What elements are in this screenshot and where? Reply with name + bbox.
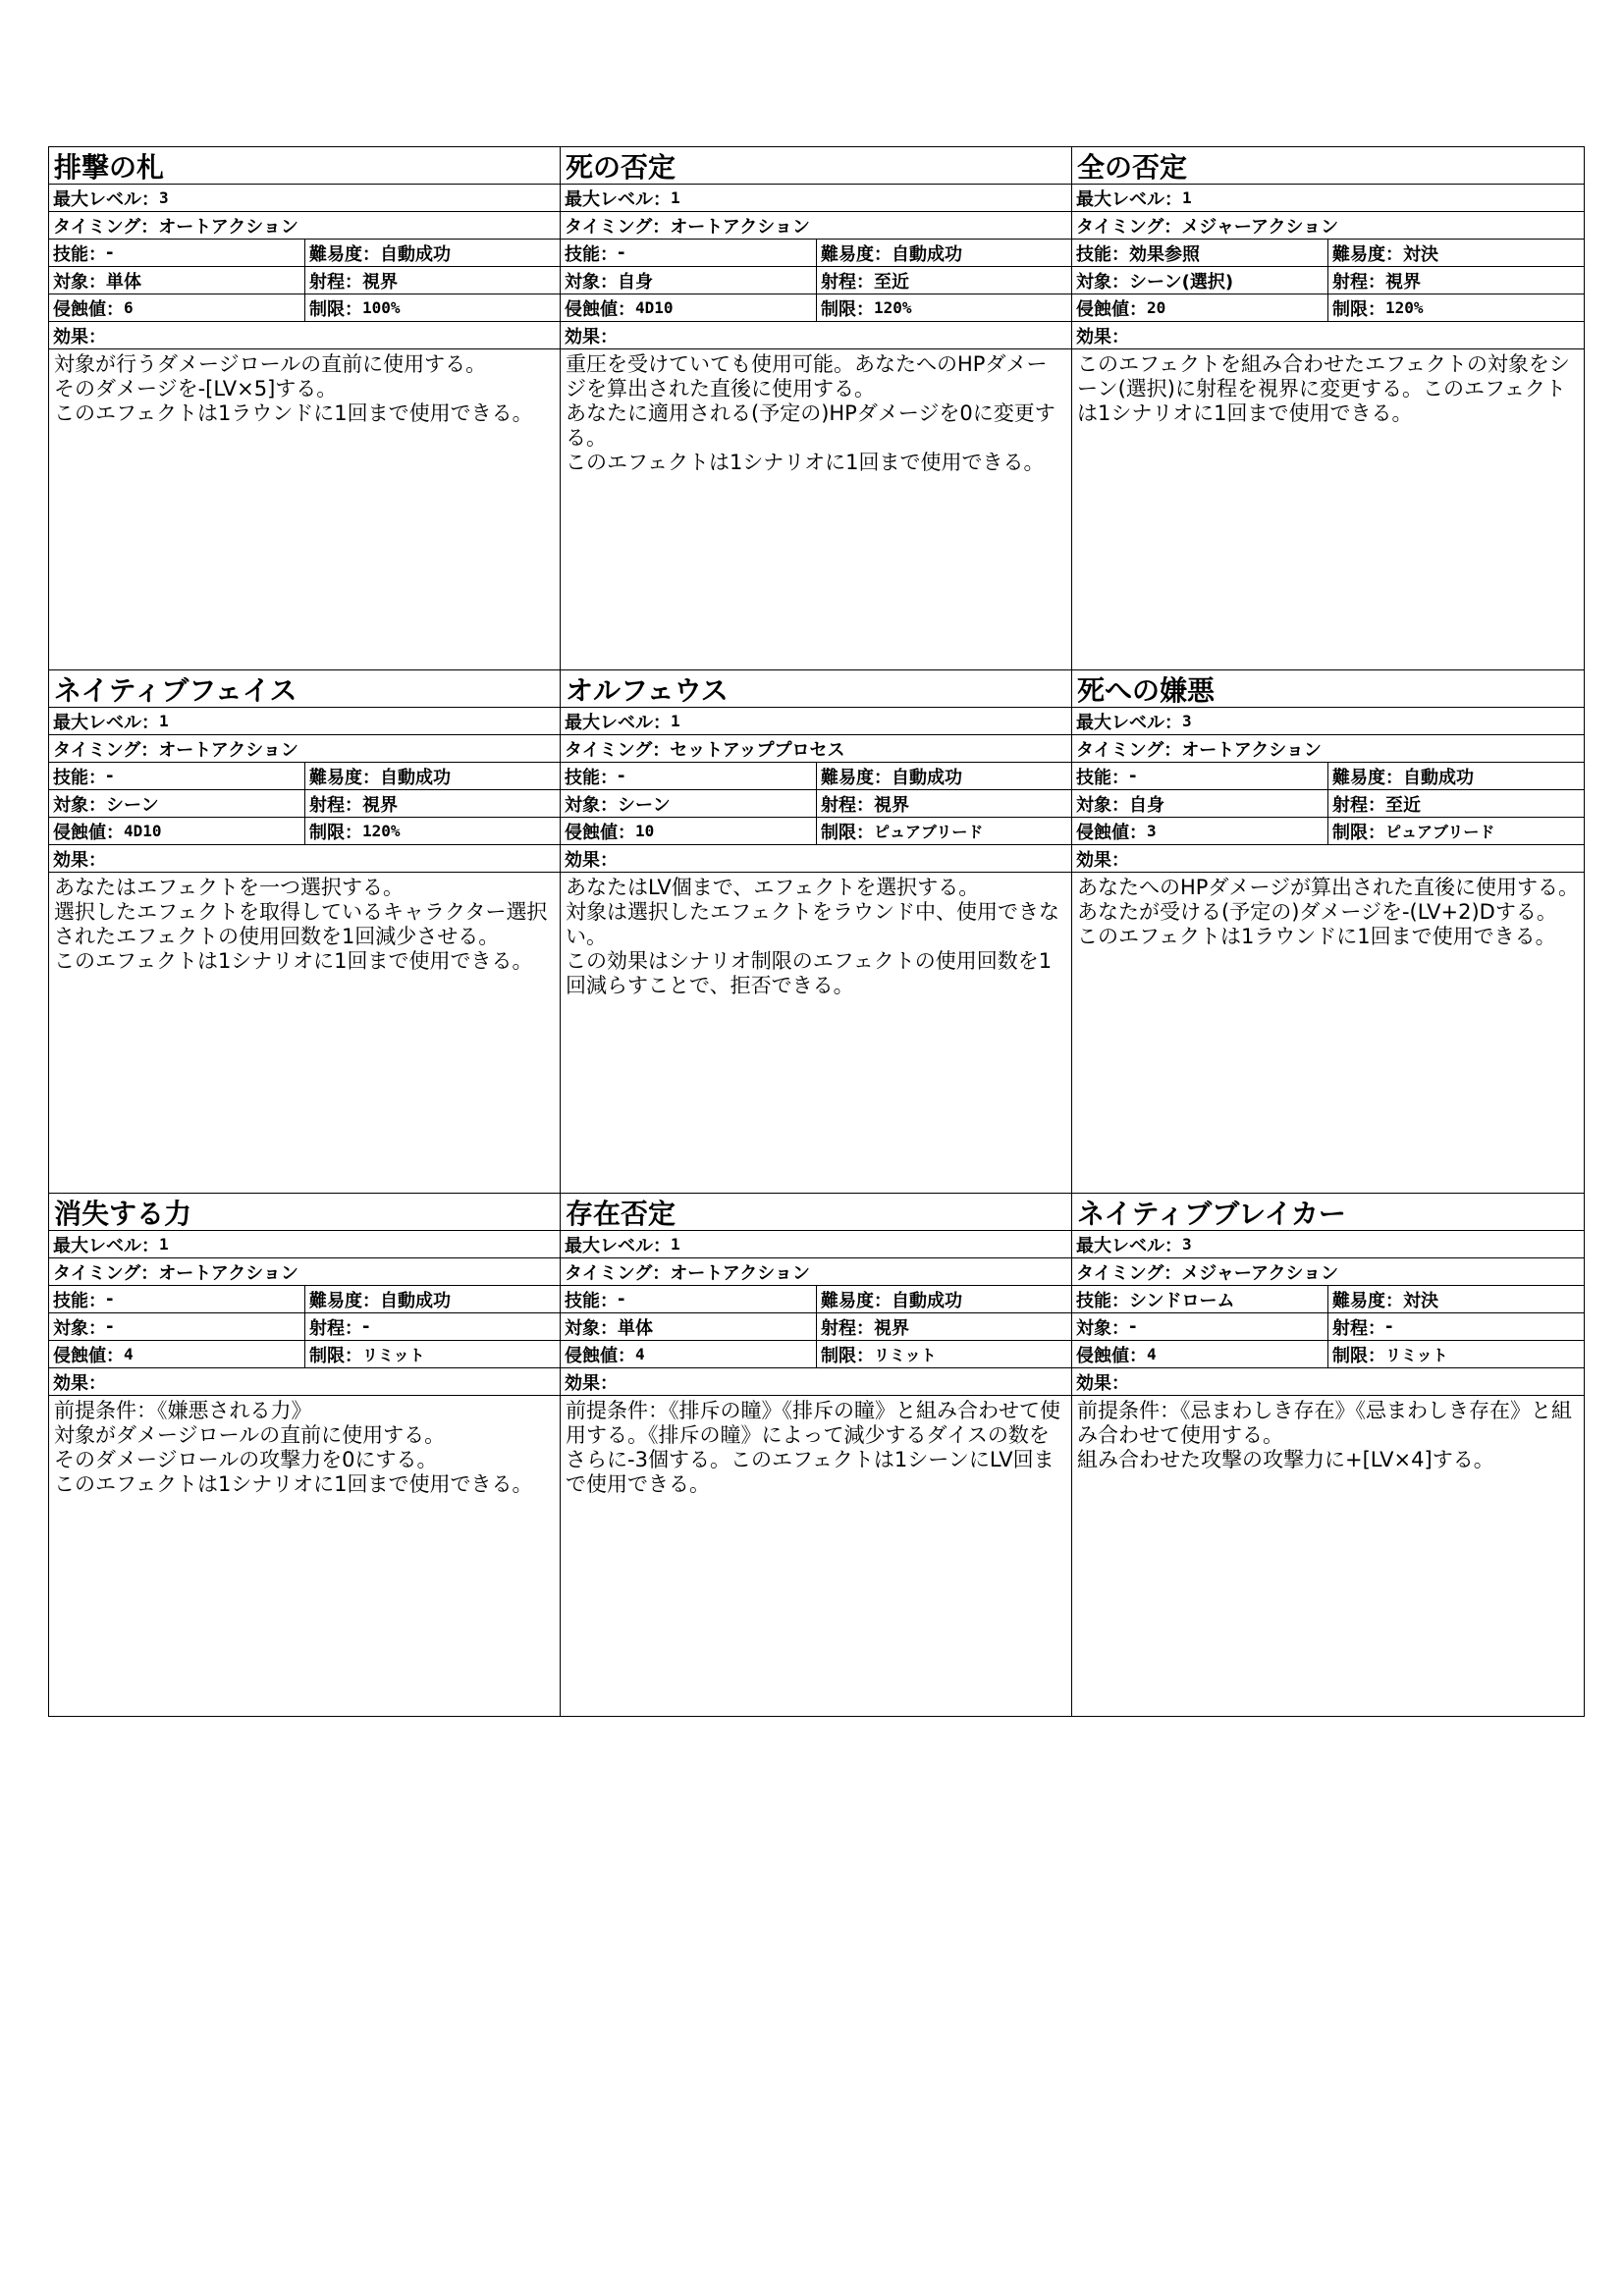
range-label: 射程： [309, 794, 362, 816]
timing-row [49, 212, 560, 240]
effect-card [561, 670, 1072, 1194]
range-cell [304, 267, 560, 294]
limit-cell [816, 294, 1071, 321]
limit-label: 制限： [1332, 1345, 1385, 1366]
limit-label: 制限： [821, 822, 874, 843]
limit-value: リミット [1385, 1346, 1448, 1364]
skill-cell [561, 240, 816, 266]
difficulty-label: 難易度： [1332, 767, 1403, 788]
max-level-label: 最大レベル： [53, 712, 159, 733]
erosion-value: 10 [635, 822, 655, 840]
range-label: 射程： [821, 794, 874, 816]
difficulty-cell [816, 763, 1071, 789]
effect-name: オルフェウス [561, 670, 1071, 708]
max-level-value: 1 [671, 1235, 680, 1254]
limit-cell [304, 294, 560, 321]
difficulty-label: 難易度： [821, 767, 892, 788]
limit-cell [1327, 1341, 1584, 1367]
timing-value: オートアクション [158, 1262, 298, 1284]
range-value: - [362, 1316, 370, 1337]
erosion-label: 侵蝕値： [1076, 1345, 1147, 1366]
timing-row [1072, 1258, 1584, 1286]
erosion-value: 4 [1147, 1345, 1157, 1363]
target-range-row [561, 1313, 1071, 1341]
erosion-cell [561, 294, 816, 321]
skill-label: 技能： [53, 243, 106, 265]
timing-row [561, 735, 1071, 763]
target-value: 単体 [106, 271, 141, 293]
max-level-value: 1 [159, 712, 169, 730]
max-level-value: 3 [159, 188, 169, 207]
timing-value: メジャーアクション [1181, 216, 1339, 238]
erosion-label: 侵蝕値： [53, 822, 124, 843]
difficulty-cell [816, 1286, 1071, 1312]
range-value: 視界 [874, 794, 909, 816]
target-label: 対象： [565, 271, 618, 293]
erosion-limit-row [49, 818, 560, 845]
limit-value: リミット [874, 1346, 937, 1364]
erosion-label: 侵蝕値： [53, 298, 124, 320]
limit-value: ピュアブリード [874, 823, 984, 841]
effect-label: 効果： [1076, 1372, 1129, 1394]
effect-name: 死への嫌悪 [1072, 670, 1584, 708]
effect-label-row [561, 1368, 1071, 1396]
range-cell [816, 1313, 1071, 1340]
effect-text: あなたはLV個まで、エフェクトを選択する。 対象は選択したエフェクトをラウンド中、使用できない。 この効果はシナリオ制限のエフェクトの使用回数を1回減らすことで、拒否できる。 [566, 876, 1059, 997]
max-level-row [49, 1231, 560, 1258]
max-level-value: 1 [671, 712, 680, 730]
erosion-value: 4D10 [635, 298, 674, 317]
effect-label-row [49, 1368, 560, 1396]
limit-label: 制限： [309, 298, 362, 320]
effect-sheet [48, 146, 1585, 1717]
timing-label: タイミング： [565, 1262, 671, 1284]
skill-label: 技能： [1076, 243, 1129, 265]
erosion-label: 侵蝕値： [1076, 822, 1147, 843]
difficulty-cell [816, 240, 1071, 266]
range-cell [816, 267, 1071, 294]
target-value: 自身 [618, 271, 653, 293]
erosion-label: 侵蝕値： [565, 1345, 635, 1366]
difficulty-label: 難易度： [821, 1290, 892, 1311]
skill-difficulty-row [561, 240, 1071, 267]
target-cell [49, 790, 304, 817]
target-value: - [106, 1316, 114, 1337]
difficulty-label: 難易度： [309, 243, 380, 265]
effect-label-row [561, 322, 1071, 349]
max-level-row [561, 185, 1071, 212]
skill-label: 技能： [1076, 1290, 1129, 1311]
timing-label: タイミング： [53, 1262, 159, 1284]
skill-cell [561, 1286, 816, 1312]
target-label: 対象： [565, 1317, 618, 1339]
effect-label: 効果： [565, 326, 618, 347]
max-level-label: 最大レベル： [1076, 1235, 1182, 1256]
skill-cell [1072, 240, 1327, 266]
difficulty-value: 自動成功 [380, 767, 451, 788]
effect-text: あなたへのHPダメージが算出された直後に使用する。あなたが受ける(予定の)ダメージを-(LV+2)Dする。 このエフェクトは1ラウンドに1回まで使用できる。 [1077, 876, 1580, 948]
range-label: 射程： [1332, 794, 1385, 816]
target-label: 対象： [1076, 1317, 1129, 1339]
range-cell [1327, 1313, 1584, 1340]
max-level-row [1072, 708, 1584, 735]
card-row [49, 670, 1585, 1194]
skill-difficulty-row [1072, 763, 1584, 790]
range-label: 射程： [309, 271, 362, 293]
effect-label-row [1072, 845, 1584, 873]
timing-value: オートアクション [158, 216, 298, 238]
target-value: 単体 [618, 1317, 653, 1339]
effect-card [49, 147, 561, 670]
skill-label: 技能： [565, 767, 618, 788]
range-cell [1327, 267, 1584, 294]
timing-row [49, 1258, 560, 1286]
effect-card [561, 1194, 1072, 1717]
difficulty-label: 難易度： [1332, 243, 1403, 265]
skill-difficulty-row [49, 240, 560, 267]
timing-value: メジャーアクション [1181, 1262, 1339, 1284]
limit-value: 120% [1385, 298, 1424, 317]
max-level-value: 3 [1182, 1235, 1192, 1254]
skill-cell [1072, 1286, 1327, 1312]
card-row [49, 1194, 1585, 1717]
max-level-label: 最大レベル： [53, 188, 159, 210]
erosion-cell [561, 818, 816, 844]
range-value: 至近 [1385, 794, 1421, 816]
target-cell [49, 1313, 304, 1340]
timing-label: タイミング： [1076, 739, 1182, 761]
max-level-label: 最大レベル： [565, 188, 671, 210]
target-value: シーン [106, 794, 159, 816]
target-value: シーン [618, 794, 671, 816]
range-label: 射程： [821, 271, 874, 293]
difficulty-value: 自動成功 [1403, 767, 1474, 788]
difficulty-value: 自動成功 [892, 243, 962, 265]
target-cell [561, 1313, 816, 1340]
range-cell [304, 1313, 560, 1340]
skill-value: - [618, 1289, 625, 1309]
limit-cell [304, 1341, 560, 1367]
difficulty-cell [304, 1286, 560, 1312]
skill-difficulty-row [49, 1286, 560, 1313]
skill-label: 技能： [53, 767, 106, 788]
erosion-limit-row [1072, 294, 1584, 322]
effect-label: 効果： [1076, 326, 1129, 347]
difficulty-value: 自動成功 [380, 243, 451, 265]
erosion-cell [1072, 1341, 1327, 1367]
max-level-row [561, 1231, 1071, 1258]
timing-value: オートアクション [670, 216, 810, 238]
skill-difficulty-row [561, 1286, 1071, 1313]
erosion-cell [49, 294, 304, 321]
erosion-label: 侵蝕値： [53, 1345, 124, 1366]
difficulty-value: 自動成功 [892, 1290, 962, 1311]
timing-label: タイミング： [53, 739, 159, 761]
range-value: 視界 [1385, 271, 1421, 293]
effect-label: 効果： [53, 849, 106, 871]
erosion-value: 3 [1147, 822, 1157, 840]
target-cell [49, 267, 304, 294]
effect-label-row [1072, 1368, 1584, 1396]
skill-label: 技能： [53, 1290, 106, 1311]
effect-card [49, 670, 561, 1194]
skill-value: - [106, 242, 114, 263]
target-range-row [49, 1313, 560, 1341]
target-range-row [49, 267, 560, 294]
skill-value: - [106, 1289, 114, 1309]
effect-name: ネイティブブレイカー [1072, 1194, 1584, 1231]
skill-value: - [106, 766, 114, 786]
skill-value: シンドローム [1129, 1290, 1235, 1311]
erosion-limit-row [1072, 1341, 1584, 1368]
range-label: 射程： [1332, 1317, 1385, 1339]
target-label: 対象： [53, 1317, 106, 1339]
limit-label: 制限： [309, 822, 362, 843]
difficulty-cell [1327, 240, 1584, 266]
effect-label-row [1072, 322, 1584, 349]
difficulty-cell [304, 240, 560, 266]
max-level-value: 1 [671, 188, 680, 207]
range-label: 射程： [821, 1317, 874, 1339]
timing-value: オートアクション [1181, 739, 1322, 761]
target-label: 対象： [53, 271, 106, 293]
timing-value: セットアッププロセス [670, 739, 845, 761]
limit-label: 制限： [821, 1345, 874, 1366]
erosion-cell [49, 1341, 304, 1367]
erosion-value: 20 [1147, 298, 1166, 317]
effect-name: 存在否定 [561, 1194, 1071, 1231]
timing-label: タイミング： [565, 216, 671, 238]
effect-card [1072, 147, 1585, 670]
erosion-limit-row [561, 818, 1071, 845]
range-label: 射程： [309, 1317, 362, 1339]
target-label: 対象： [565, 794, 618, 816]
effect-text: 前提条件：《忌まわしき存在》《忌まわしき存在》と組み合わせて使用する。 組み合わせた攻撃の攻撃力に+[LV×4]する。 [1077, 1399, 1572, 1471]
limit-cell [816, 1341, 1071, 1367]
effect-label-row [49, 322, 560, 349]
target-range-row [1072, 267, 1584, 294]
effect-text: 前提条件：《嫌悪される力》 対象がダメージロールの直前に使用する。 そのダメージロールの攻撃力を0にする。 このエフェクトは1シナリオに1回まで使用できる。 [54, 1399, 533, 1496]
target-range-row [561, 267, 1071, 294]
effect-text: あなたはエフェクトを一つ選択する。 選択したエフェクトを取得しているキャラクター選択されたエフェクトの使用回数を1回減少させる。 このエフェクトは1シナリオに1回まで使用できる。 [54, 876, 548, 973]
difficulty-label: 難易度： [1332, 1290, 1403, 1311]
limit-label: 制限： [309, 1345, 362, 1366]
effect-card [1072, 670, 1585, 1194]
erosion-label: 侵蝕値： [565, 822, 635, 843]
effect-text: 対象が行うダメージロールの直前に使用する。 そのダメージを-[LV×5]する。 このエフェクトは1ラウンドに1回まで使用できる。 [54, 352, 533, 425]
timing-row [561, 212, 1071, 240]
max-level-value: 1 [159, 1235, 169, 1254]
skill-cell [1072, 763, 1327, 789]
max-level-value: 3 [1182, 712, 1192, 730]
erosion-label: 侵蝕値： [1076, 298, 1147, 320]
range-value: - [1385, 1316, 1393, 1337]
limit-cell [816, 818, 1071, 844]
range-label: 射程： [1332, 271, 1385, 293]
max-level-label: 最大レベル： [53, 1235, 159, 1256]
skill-label: 技能： [1076, 767, 1129, 788]
effect-card [1072, 1194, 1585, 1717]
effect-name: 排撃の札 [49, 147, 560, 185]
difficulty-value: 自動成功 [380, 1290, 451, 1311]
limit-cell [1327, 294, 1584, 321]
skill-cell [49, 240, 304, 266]
erosion-limit-row [561, 294, 1071, 322]
erosion-value: 4 [124, 1345, 134, 1363]
skill-value: - [618, 242, 625, 263]
max-level-value: 1 [1182, 188, 1192, 207]
difficulty-cell [304, 763, 560, 789]
range-value: 至近 [874, 271, 909, 293]
limit-value: 120% [362, 822, 401, 840]
target-cell [1072, 267, 1327, 294]
skill-value: - [618, 766, 625, 786]
limit-value: 100% [362, 298, 401, 317]
erosion-limit-row [1072, 818, 1584, 845]
target-range-row [1072, 790, 1584, 818]
timing-row [561, 1258, 1071, 1286]
effect-label: 効果： [565, 1372, 618, 1394]
card-row [49, 147, 1585, 670]
effect-name: 死の否定 [561, 147, 1071, 185]
difficulty-cell [1327, 1286, 1584, 1312]
target-cell [561, 267, 816, 294]
limit-label: 制限： [1332, 822, 1385, 843]
timing-row [1072, 212, 1584, 240]
target-range-row [49, 790, 560, 818]
target-value: シーン(選択) [1129, 271, 1234, 293]
skill-cell [561, 763, 816, 789]
effect-label: 効果： [53, 326, 106, 347]
erosion-value: 6 [124, 298, 134, 317]
timing-value: オートアクション [670, 1262, 810, 1284]
skill-difficulty-row [561, 763, 1071, 790]
max-level-row [49, 708, 560, 735]
limit-value: ピュアブリード [1385, 823, 1495, 841]
target-label: 対象： [1076, 794, 1129, 816]
target-label: 対象： [1076, 271, 1129, 293]
effect-name: 全の否定 [1072, 147, 1584, 185]
difficulty-value: 対決 [1403, 1290, 1438, 1311]
skill-value: 効果参照 [1129, 243, 1200, 265]
target-cell [1072, 1313, 1327, 1340]
target-value: - [1129, 1316, 1137, 1337]
limit-value: 120% [874, 298, 912, 317]
timing-label: タイミング： [1076, 1262, 1182, 1284]
skill-cell [49, 1286, 304, 1312]
skill-label: 技能： [565, 243, 618, 265]
max-level-label: 最大レベル： [1076, 712, 1182, 733]
difficulty-value: 自動成功 [892, 767, 962, 788]
effect-label-row [561, 845, 1071, 873]
difficulty-label: 難易度： [309, 1290, 380, 1311]
effect-card [561, 147, 1072, 670]
max-level-row [1072, 1231, 1584, 1258]
timing-label: タイミング： [565, 739, 671, 761]
max-level-row [1072, 185, 1584, 212]
skill-difficulty-row [49, 763, 560, 790]
effect-label: 効果： [565, 849, 618, 871]
erosion-limit-row [49, 294, 560, 322]
range-value: 視界 [362, 794, 398, 816]
skill-difficulty-row [1072, 240, 1584, 267]
range-value: 視界 [874, 1317, 909, 1339]
skill-value: - [1129, 766, 1137, 786]
range-value: 視界 [362, 271, 398, 293]
difficulty-label: 難易度： [309, 767, 380, 788]
erosion-cell [1072, 294, 1327, 321]
effect-text: 重圧を受けていても使用可能。あなたへのHPダメージを算出された直後に使用する。 あなたに適用される(予定の)HPダメージを0に変更する。 このエフェクトは1シナリオに1回まで使用できる。 [566, 352, 1055, 474]
effect-label: 効果： [1076, 849, 1129, 871]
range-cell [304, 790, 560, 817]
skill-difficulty-row [1072, 1286, 1584, 1313]
erosion-cell [1072, 818, 1327, 844]
max-level-row [561, 708, 1071, 735]
range-cell [1327, 790, 1584, 817]
max-level-label: 最大レベル： [565, 712, 671, 733]
difficulty-label: 難易度： [821, 243, 892, 265]
effect-text: このエフェクトを組み合わせたエフェクトの対象をシーン(選択)に射程を視界に変更する。このエフェクトは1シナリオに1回まで使用できる。 [1077, 352, 1570, 425]
max-level-row [49, 185, 560, 212]
limit-cell [1327, 818, 1584, 844]
limit-cell [304, 818, 560, 844]
timing-label: タイミング： [53, 216, 159, 238]
effect-name: ネイティブフェイス [49, 670, 560, 708]
erosion-cell [49, 818, 304, 844]
erosion-value: 4 [635, 1345, 645, 1363]
target-cell [1072, 790, 1327, 817]
timing-row [49, 735, 560, 763]
limit-value: リミット [362, 1346, 425, 1364]
timing-label: タイミング： [1076, 216, 1182, 238]
difficulty-cell [1327, 763, 1584, 789]
effect-text: 前提条件：《排斥の瞳》《排斥の瞳》と組み合わせて使用する。《排斥の瞳》によって減少するダイスの数をさらに-3個する。このエフェクトは1シーンにLV回まで使用できる。 [566, 1399, 1060, 1496]
target-range-row [561, 790, 1071, 818]
erosion-value: 4D10 [124, 822, 162, 840]
target-range-row [1072, 1313, 1584, 1341]
erosion-limit-row [49, 1341, 560, 1368]
range-cell [816, 790, 1071, 817]
effect-card [49, 1194, 561, 1717]
difficulty-value: 対決 [1403, 243, 1438, 265]
erosion-limit-row [561, 1341, 1071, 1368]
erosion-cell [561, 1341, 816, 1367]
timing-value: オートアクション [158, 739, 298, 761]
max-level-label: 最大レベル： [1076, 188, 1182, 210]
erosion-label: 侵蝕値： [565, 298, 635, 320]
limit-label: 制限： [821, 298, 874, 320]
target-cell [561, 790, 816, 817]
skill-label: 技能： [565, 1290, 618, 1311]
skill-cell [49, 763, 304, 789]
max-level-label: 最大レベル： [565, 1235, 671, 1256]
target-label: 対象： [53, 794, 106, 816]
effect-name: 消失する力 [49, 1194, 560, 1231]
timing-row [1072, 735, 1584, 763]
effect-label-row [49, 845, 560, 873]
limit-label: 制限： [1332, 298, 1385, 320]
effect-label: 効果： [53, 1372, 106, 1394]
target-value: 自身 [1129, 794, 1164, 816]
